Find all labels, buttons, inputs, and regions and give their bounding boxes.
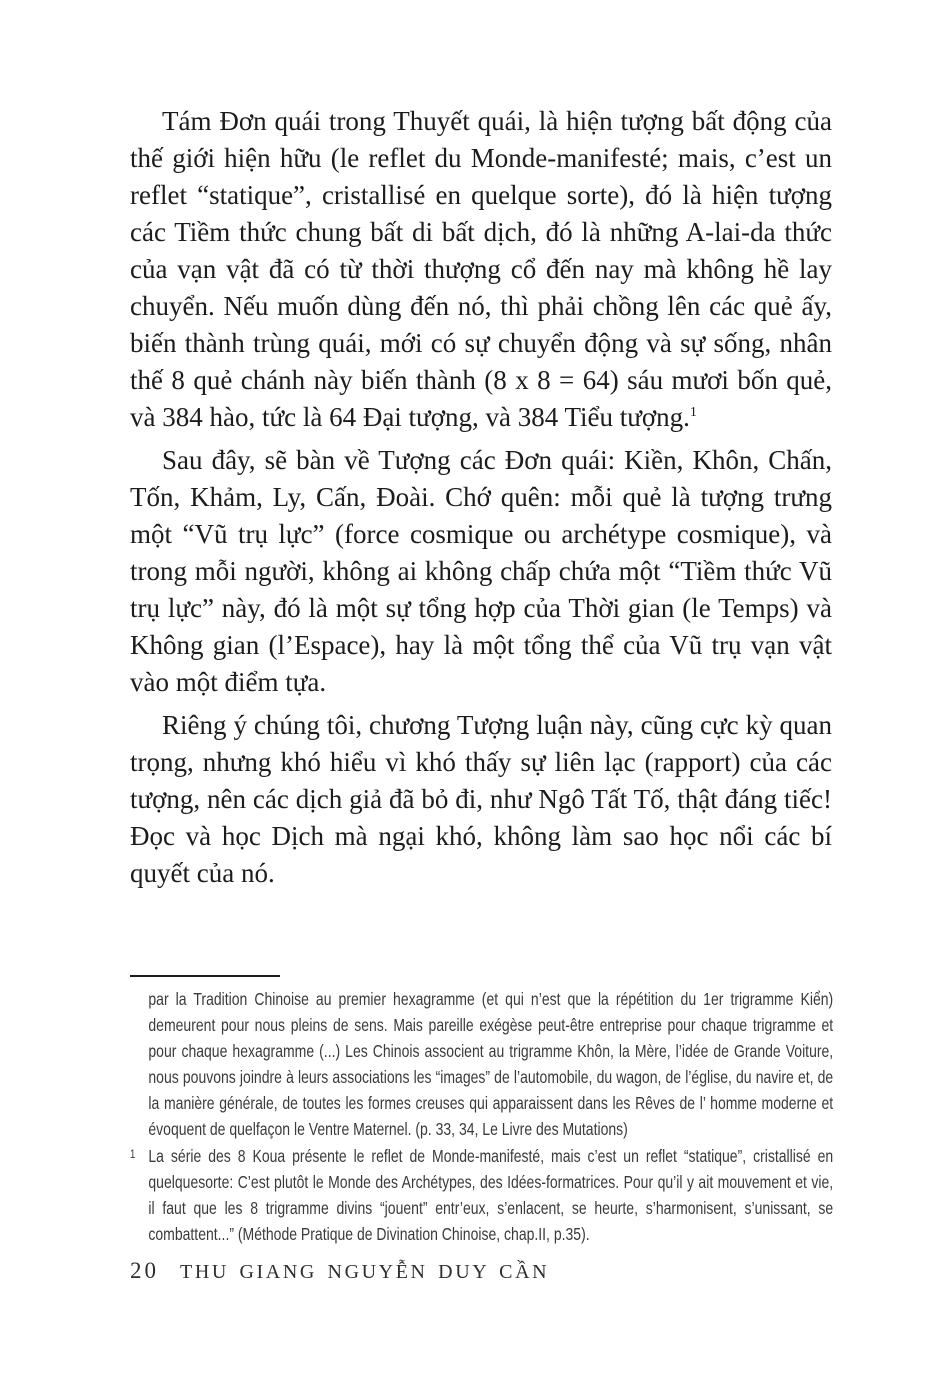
paragraph-text: Riêng ý chúng tôi, chương Tượng luận này, cũng cực kỳ quan trọng, nhưng khó hiểu vì khó thấy sự liên lạc (rapport) của các tượng, nên các dịch giả đã bỏ đi, như Ngô Tất Tố, thật đáng tiếc! Đọc và học Dịch mà ngại khó, không làm sao học nổi các bí quyết của nó. bbox=[130, 710, 832, 888]
page-footer bbox=[130, 1258, 833, 1284]
paragraph-text: Tám Đơn quái trong Thuyết quái, là hiện tượng bất động của thế giới hiện hữu (le reflet du Monde-manifesté; mais, c’est un reflet “statique”, cristallisé en quelque sorte), đó là hiện tượng các Tiềm thức chung bất di bất dịch, đó là những A-lai-da thức của vạn vật đã có từ thời thượng cổ đến nay mà không hề lay chuyển. Nếu muốn dùng đến nó, thì phải chồng lên các quẻ ấy, biến thành trùng quái, mới có sự chuyển động và sự sống, nhân thế 8 quẻ chánh này biến thành (8 x 8 = 64) sáu mươi bốn quẻ, và 384 hào, tức là 64 Đại tượng, và 384 Tiểu tượng. bbox=[130, 106, 832, 432]
footnotes-section bbox=[130, 975, 833, 1248]
footnote-marker: 1 bbox=[130, 1147, 136, 1161]
body-paragraph bbox=[130, 442, 832, 701]
page-body bbox=[130, 103, 832, 898]
footnotes-block bbox=[130, 986, 833, 1247]
footnote-1 bbox=[130, 1143, 833, 1247]
footnote-text: La série des 8 Koua présente le reflet de Monde-manifesté, mais c’est un reflet “statique”, cristallisé en quelquesorte: C’est plutôt le Monde des Archétypes, des Idées-formatrices. Pour qu’il y ait mouvement et vie, il faut que les 8 trigramme divins “jouent” entr’eux, s’enlacent, se heurte, s’harmonisent, s’unissant, se combattent...” (Méthode Pratique de Divination Chinoise, chap.II, p.35). bbox=[148, 1146, 834, 1244]
footnote-divider bbox=[130, 975, 280, 977]
body-paragraph bbox=[130, 707, 832, 892]
footnote-reference: 1 bbox=[689, 404, 697, 420]
footnote-continuation bbox=[130, 986, 833, 1142]
running-footer-author: THU GIANG NGUYỄN DUY CẦN bbox=[180, 1261, 550, 1283]
page-number: 20 bbox=[130, 1258, 159, 1283]
paragraph-text: Sau đây, sẽ bàn về Tượng các Đơn quái: Kiền, Khôn, Chấn, Tốn, Khảm, Ly, Cấn, Đoài. Chớ quên: mỗi quẻ là tượng trưng một “Vũ trụ lực” (force cosmique ou archétype cosmique), và trong mỗi người, không ai không chấp chứa một “Tiềm thức Vũ trụ lực” này, đó là một sự tổng hợp của Thời gian (le Temps) và Không gian (l’Espace), hay là một tổng thể của Vũ trụ vạn vật vào một điểm tựa. bbox=[130, 445, 832, 697]
footnote-text: par la Tradition Chinoise au premier hexagramme (et qui n’est que la répétition du 1er trigramme Kiển) demeurent pour nous pleins de sens. Mais pareille exégèse peut-être entreprise pour chaque trigramme et pour chaque hexagramme (...) Les Chinois associent au trigramme Khôn, la Mère, l’idée de Grande Voiture, nous pouvons joindre à leurs associations les “images” de l’automobile, du wagon, de l’église, du navire et, de la manière générale, de toutes les formes creuses qui apparaissent dans les Rêves de l’ homme moderne et évoquent de quelfaçon le Ventre Maternel. (p. 33, 34, Le Livre des Mutations) bbox=[148, 989, 834, 1139]
body-paragraph bbox=[130, 103, 832, 436]
